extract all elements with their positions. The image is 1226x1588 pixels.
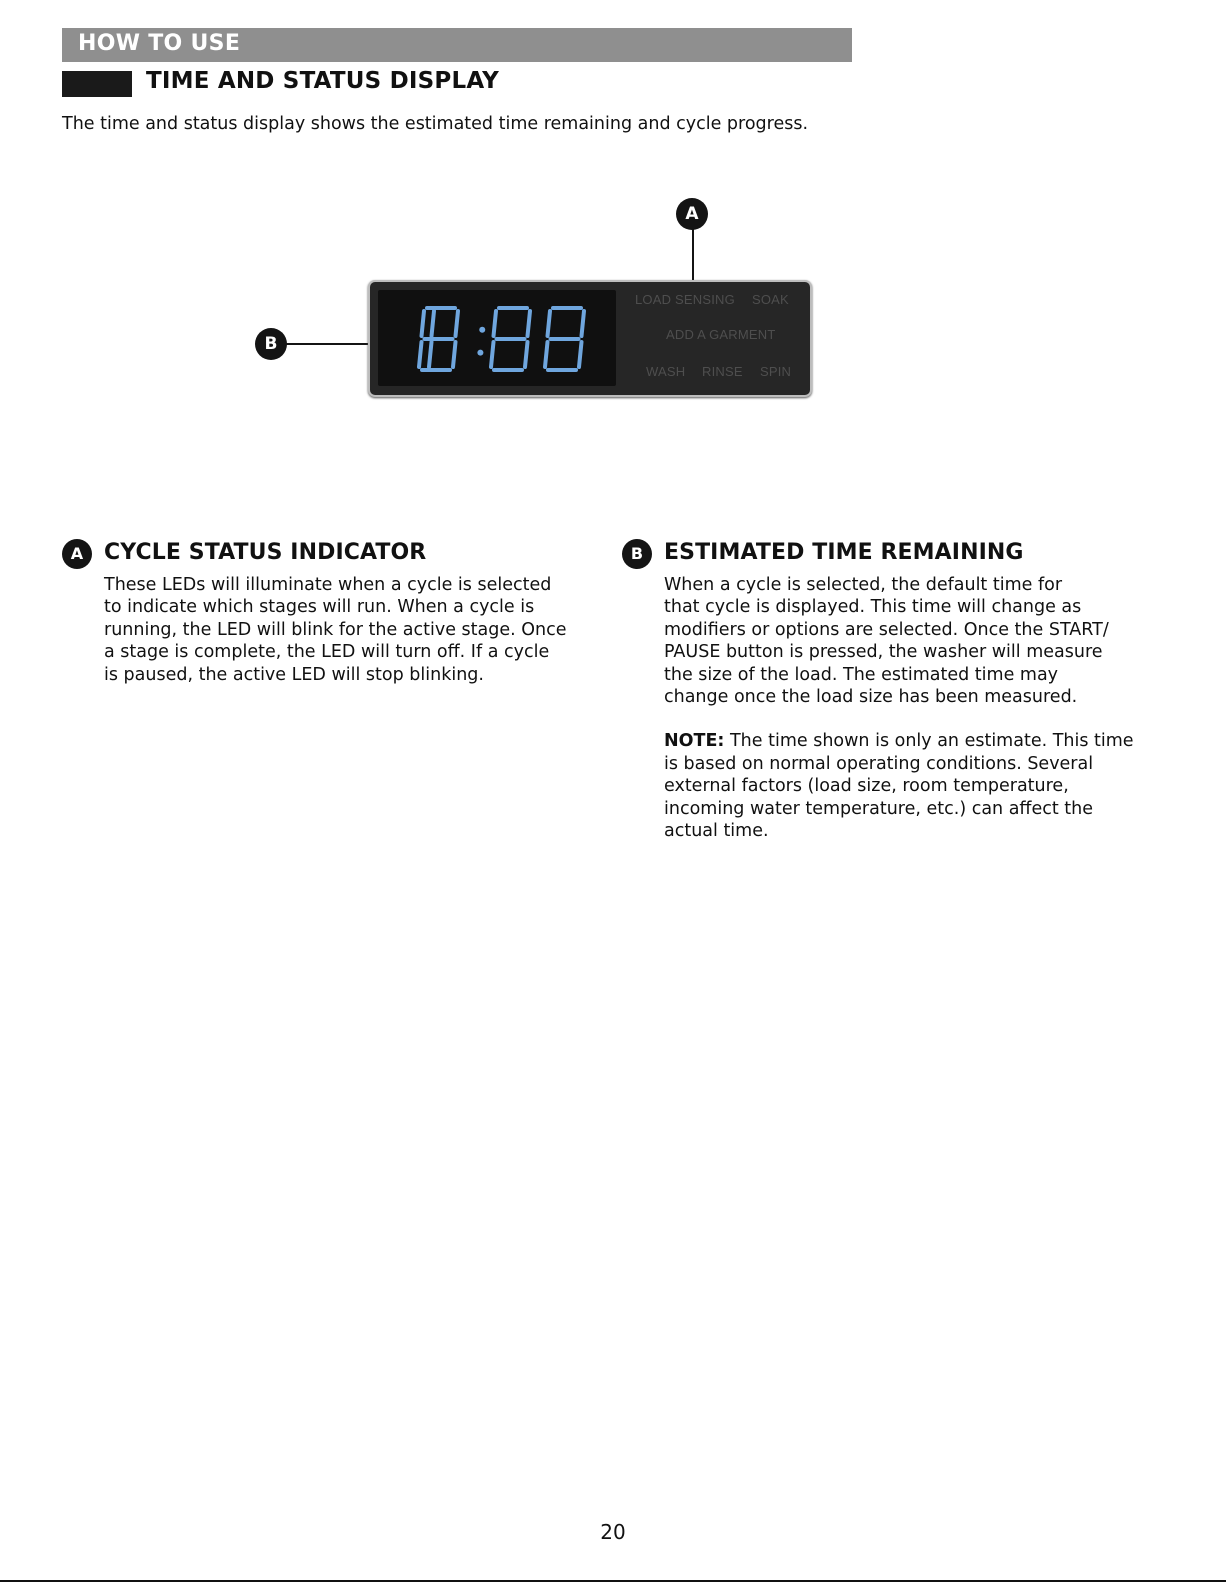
paragraph-gap	[664, 708, 1184, 730]
time-status-display-panel	[370, 282, 810, 395]
title-marker-block	[62, 71, 132, 97]
seven-segment-time-readout	[378, 290, 616, 386]
estimated-time-line: change once the load size has been measured.	[664, 687, 1078, 708]
cycle-status-line: is paused, the active LED will stop blinking.	[104, 664, 484, 685]
status-led-load-sensing: LOAD SENSING	[635, 292, 735, 307]
estimated-time-line: the size of the load. The estimated time may	[664, 664, 1059, 685]
digit-segment-c	[579, 342, 582, 367]
cycle-status-line: These LEDs will illuminate when a cycle is selected	[104, 575, 552, 595]
digit-segment-c	[453, 342, 456, 367]
estimated-time-line: PAUSE button is pressed, the washer will measure	[664, 642, 1103, 663]
digit-segment-f	[548, 311, 551, 336]
estimated-time-line: When a cycle is selected, the default time for	[664, 575, 1063, 595]
digit-segment-e	[545, 342, 548, 367]
digit-segment-c	[525, 342, 528, 367]
cycle-status-heading: CYCLE STATUS INDICATOR	[104, 540, 427, 565]
note-line: incoming water temperature, etc.) can affect the	[664, 798, 1094, 819]
estimated-time-heading: ESTIMATED TIME REMAINING	[664, 540, 1024, 565]
note-line: is based on normal operating conditions. Several	[664, 753, 1094, 774]
status-led-wash: WASH	[646, 364, 686, 379]
status-led-soak: SOAK	[752, 292, 789, 307]
estimated-time-line: modifiers or options are selected. Once the START/	[664, 619, 1109, 640]
digit-segment-e	[491, 342, 494, 367]
callout-a-leader-line	[692, 228, 694, 280]
section-a-marker: A	[62, 539, 92, 569]
colon-dot	[477, 350, 483, 356]
cycle-status-body	[104, 574, 604, 686]
estimated-time-line: that cycle is displayed. This time will change as	[664, 597, 1082, 618]
note-line: actual time.	[664, 821, 769, 842]
page-title: TIME AND STATUS DISPLAY	[146, 68, 500, 94]
intro-text: The time and status display shows the estimated time remaining and cycle progress.	[62, 114, 809, 134]
callout-a: A	[676, 198, 708, 230]
section-b-marker: B	[622, 539, 652, 569]
colon-dot	[479, 327, 485, 333]
note-line: external factors (load size, room temperature,	[664, 776, 1069, 797]
digit-segment-f	[422, 311, 425, 336]
cycle-status-line: to indicate which stages will run. When a cycle is	[104, 597, 535, 618]
callout-b: B	[255, 328, 287, 360]
callout-b-leader-line	[286, 343, 368, 345]
status-led-rinse: RINSE	[702, 364, 743, 379]
note-label: NOTE:	[664, 731, 725, 752]
digit-segment-f	[494, 311, 497, 336]
digit-segment-c	[429, 342, 432, 367]
section-banner	[62, 28, 852, 62]
note-first-line	[664, 730, 1184, 752]
time-display-screen	[378, 290, 616, 386]
page-number: 20	[600, 1520, 626, 1544]
digit-segment-b	[432, 311, 435, 336]
section-banner-text: HOW TO USE	[78, 31, 241, 56]
footer-rule	[0, 1580, 1226, 1582]
digit-segment-b	[528, 311, 531, 336]
cycle-status-line: running, the LED will blink for the active stage. Once	[104, 619, 567, 640]
status-led-spin: SPIN	[760, 364, 792, 379]
digit-segment-b	[456, 311, 459, 336]
digit-segment-e	[419, 342, 422, 367]
estimated-time-body	[664, 574, 1184, 842]
digit-segment-b	[582, 311, 585, 336]
cycle-status-line: a stage is complete, the LED will turn off. If a cycle	[104, 642, 550, 663]
note-first-text: The time shown is only an estimate. This time	[724, 731, 1134, 752]
status-led-add-a-garment: ADD A GARMENT	[666, 327, 776, 342]
